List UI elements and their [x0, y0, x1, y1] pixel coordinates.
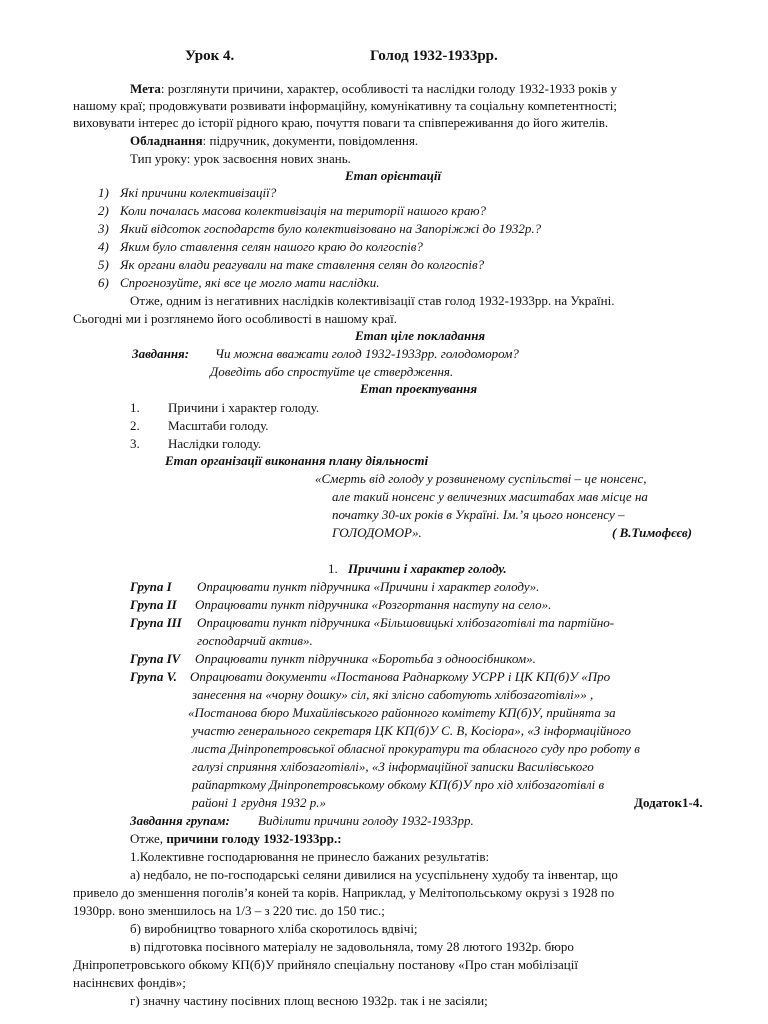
group-task: Опрацювати пункт підручника «Боротьба з одноосібником».	[195, 651, 536, 666]
task-line-2: Доведіть або спростуйте це ствердження.	[210, 364, 454, 379]
group-task: галузі сприяння хлібозаготівлі», «З інформаційної записки Василівського	[192, 759, 594, 774]
section-number: 1.	[328, 561, 338, 576]
appendix-ref: Додаток1-4.	[634, 795, 703, 810]
question-text: Яким було ставлення селян нашого краю до колгоспів?	[120, 239, 423, 254]
goal-line-2: нашому краї; продовжувати розвивати інформаційну, комунікативну та соціальну компетентності;	[73, 98, 618, 113]
page-title: Голод 1932-1933рр.	[370, 48, 498, 64]
cause-1b: б) виробництво товарного хліба скоротилось вдвічі;	[130, 921, 418, 936]
conclusion-line-2: Сьогодні ми і розглянемо його особливості в нашому краї.	[73, 311, 397, 326]
cause-1: 1.Колективне господарювання не принесло бажаних результатів:	[130, 849, 490, 864]
group-label: Група V.	[130, 669, 177, 684]
cause-1v-line-1: в) підготовка посівного матеріалу не задовольняла, тому 28 лютого 1932р. бюро	[130, 939, 574, 954]
group-task: Опрацювати пункт підручника «Причини і характер голоду».	[197, 579, 540, 594]
lesson-number: Урок 4.	[185, 48, 235, 64]
causes-heading: причини голоду 1932-1933рр.:	[166, 831, 342, 846]
question-text: Коли почалась масова колективізація на території нашого краю?	[120, 203, 487, 218]
goal-text-1: : розглянути причини, характер, особливості та наслідки голоду 1932-1933 років у	[160, 81, 618, 96]
goal-label: Мета	[130, 81, 161, 96]
causes-intro-text: Отже,	[130, 831, 167, 846]
question-number: 2)	[98, 203, 109, 218]
group-label: Група IV	[130, 651, 181, 666]
equipment-text: : підручник, документи, повідомлення.	[202, 133, 419, 148]
plan-item-text: Причини і характер голоду.	[168, 400, 320, 415]
goal-line-3: виховувати інтерес до історії рідного краю, почуття поваги та співпереживання до його жителів.	[73, 115, 609, 130]
group-task: «Постанова бюро Михайлівського районного комітету КП(б)У, прийнята за	[188, 705, 616, 720]
task-label: Завдання:	[132, 346, 190, 361]
question-number: 4)	[98, 239, 109, 254]
group-task: Опрацювати пункт підручника «Більшовицькі хлібозаготівлі та партійно-	[197, 615, 615, 630]
question-text: Які причини колективізації?	[120, 185, 277, 200]
question-text: Який відсоток господарств було колективізовано на Запоріжжі до 1932р.?	[120, 221, 542, 236]
plan-item-number: 3.	[130, 436, 140, 451]
group-task: участю генерального секретаря ЦК КП(б)У С. В, Косіора», «З інформаційного	[192, 723, 631, 738]
lesson-type: Тип уроку: урок засвоєння нових знань.	[130, 151, 351, 166]
cause-1a-line-3: 1930рр. воно зменшилось на 1/3 – з 220 тис. до 150 тис.;	[73, 903, 385, 918]
plan-item-number: 2.	[130, 418, 140, 433]
cause-1a-line-1: а) недбало, не по-господарські селяни дивилися на усуспільнену худобу та інвентар, що	[130, 867, 618, 882]
orientation-heading: Етап орієнтації	[345, 168, 442, 183]
question-text: Спрогнозуйте, які все це могло мати наслідки.	[120, 275, 380, 290]
cause-1v-line-3: насіннєвих фондів»;	[73, 975, 186, 990]
question-number: 3)	[98, 221, 109, 236]
question-number: 6)	[98, 275, 109, 290]
goal-setting-heading: Етап ціле покладання	[355, 328, 486, 343]
group-task: Опрацювати документи «Постанова Раднаркому УСРР і ЦК КП(б)У «Про	[190, 669, 611, 684]
question-text: Як органи влади реагували на таке ставлення селян до колгоспів?	[120, 257, 485, 272]
group-task: районі 1 грудня 1932 р.»	[192, 795, 327, 810]
epigraph-author: ( В.Тимофєєв)	[612, 525, 692, 540]
group-label: Група І	[130, 579, 172, 594]
question-number: 1)	[98, 185, 109, 200]
group-task: листа Дніпропетровської обласної прокуратури та обласного суду про роботу в	[192, 741, 640, 756]
epigraph-line-1: «Смерть від голоду у розвиненому суспільстві – це нонсенс,	[315, 471, 647, 486]
group-task: занесення на «чорну дошку» сіл, які злісно саботують хлібозаготівлі»» ,	[192, 687, 594, 702]
plan-item-number: 1.	[130, 400, 140, 415]
conclusion-line-1: Отже, одним із негативних наслідків колективізації став голод 1932-1933рр. на Україні.	[130, 293, 615, 308]
plan-item-text: Наслідки голоду.	[168, 436, 262, 451]
epigraph-line-3: початку 30-их років в Україні. Ім.’я цього нонсенсу –	[332, 507, 625, 522]
group-task: Опрацювати пункт підручника «Розгортання наступу на село».	[195, 597, 552, 612]
group-label: Група ІІ	[130, 597, 177, 612]
organization-heading: Етап організації виконання плану діяльності	[165, 453, 429, 468]
goal-line-1	[130, 80, 617, 98]
causes-intro	[130, 830, 342, 848]
group-task: господарчий актив».	[197, 633, 313, 648]
group-label: Група ІІІ	[130, 615, 182, 630]
group-task: райпарткому Дніпропетровському обкому КП(б)У про хід хлібозаготівлі в	[192, 777, 605, 792]
section-heading: Причини і характер голоду.	[348, 561, 507, 576]
equipment-label: Обладнання	[130, 133, 203, 148]
epigraph-line-4: ГОЛОДОМОР».	[332, 525, 422, 540]
groups-task-label: Завдання групам:	[130, 813, 230, 828]
cause-1a-line-2: привело до зменшення поголів’я коней та корів. Наприклад, у Мелітопольському окрузі з 1928 по	[73, 885, 615, 900]
equipment-line	[130, 132, 418, 150]
epigraph-line-2: але такий нонсенс у величезних масштабах мав місце на	[332, 489, 648, 504]
groups-task-text: Виділити причини голоду 1932-1933рр.	[258, 813, 474, 828]
question-number: 5)	[98, 257, 109, 272]
projecting-heading: Етап проектування	[360, 381, 478, 396]
cause-1v-line-2: Дніпропетровського обкому КП(б)У прийняло спеціальну постанову «Про стан мобілізації	[73, 957, 578, 972]
task-line-1: Чи можна вважати голод 1932-1933рр. голодомором?	[215, 346, 519, 361]
plan-item-text: Масштаби голоду.	[168, 418, 269, 433]
cause-1g: г) значну частину посівних площ весною 1932р. так і не засіяли;	[130, 993, 488, 1008]
